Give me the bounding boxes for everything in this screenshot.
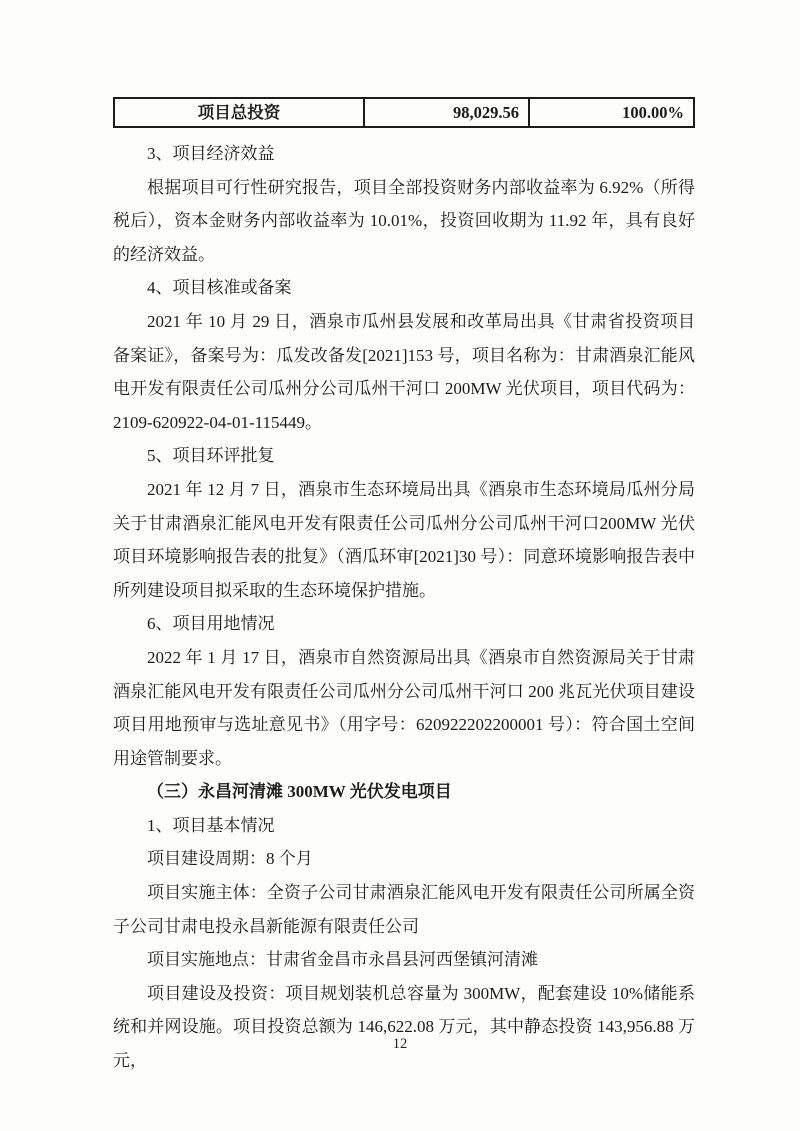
table-row [114, 98, 694, 127]
implementing-entity-paragraph: 项目实施主体：全资子公司甘肃酒泉汇能风电开发有限责任公司所属全资子公司甘肃电投永昌新能源有限责任公司 [113, 883, 695, 936]
section-5-paragraph: 2021 年 12 月 7 日，酒泉市生态环境局出具《酒泉市生态环境局瓜州分局关于甘肃酒泉汇能风电开发有限责任公司瓜州分公司瓜州干河口200MW 光伏项目环境影响报告表的批复》（酒瓜环审[2021]30 号）：同意环境影响报告表中所列建设项目拟采取的生态环境保护措施。 [113, 479, 695, 600]
section-5-heading: 5、项目环评批复 [147, 446, 275, 466]
page-content [113, 97, 695, 1078]
subsection-3-title: （三）永昌河清滩 300MW 光伏发电项目 [147, 782, 452, 802]
page-number: 12 [392, 1036, 408, 1052]
section-3-heading: 3、项目经济效益 [147, 144, 275, 163]
table-cell-percent: 100.00% [529, 98, 694, 127]
basic-info-heading: 1、项目基本情况 [147, 815, 275, 835]
table-cell-amount: 98,029.56 [364, 98, 529, 127]
construction-period-line: 项目建设周期：8 个月 [147, 849, 313, 869]
implementation-location-line: 项目实施地点：甘肃省金昌市永昌县河西堡镇河清滩 [147, 950, 538, 970]
section-6-heading: 6、项目用地情况 [147, 614, 275, 634]
construction-investment-paragraph: 项目建设及投资：项目规划装机总容量为 300MW，配套建设 10%储能系统和并网设施。项目投资总额为 146,622.08 万元，其中静态投资 143,956.88 万元， [113, 983, 695, 1071]
section-4-heading: 4、项目核准或备案 [147, 278, 292, 298]
table-cell-total-label: 项目总投资 [114, 98, 364, 127]
section-4-paragraph: 2021 年 10 月 29 日，酒泉市瓜州县发展和改革局出具《甘肃省投资项目备案证》，备案号为：瓜发改备发[2021]153 号，项目名称为：甘肃酒泉汇能风电开发有限责任公司瓜州分公司瓜州干河口 200MW 光伏项目，项目代码为：2109-620922-04-01-115449。 [113, 311, 695, 432]
investment-total-table [113, 97, 695, 128]
section-6-paragraph: 2022 年 1 月 17 日，酒泉市自然资源局出具《酒泉市自然资源局关于甘肃酒泉汇能风电开发有限责任公司瓜州分公司瓜州干河口 200 兆瓦光伏项目建设项目用地预审与选址意见书》（用字号：620922202200001 号）：符合国土空间用途管制要求。 [113, 647, 695, 768]
section-3-paragraph: 根据项目可行性研究报告，项目全部投资财务内部收益率为 6.92%（所得税后），资本金财务内部收益率为 10.01%，投资回收期为 11.92 年，具有良好的经济效益。 [113, 177, 695, 264]
